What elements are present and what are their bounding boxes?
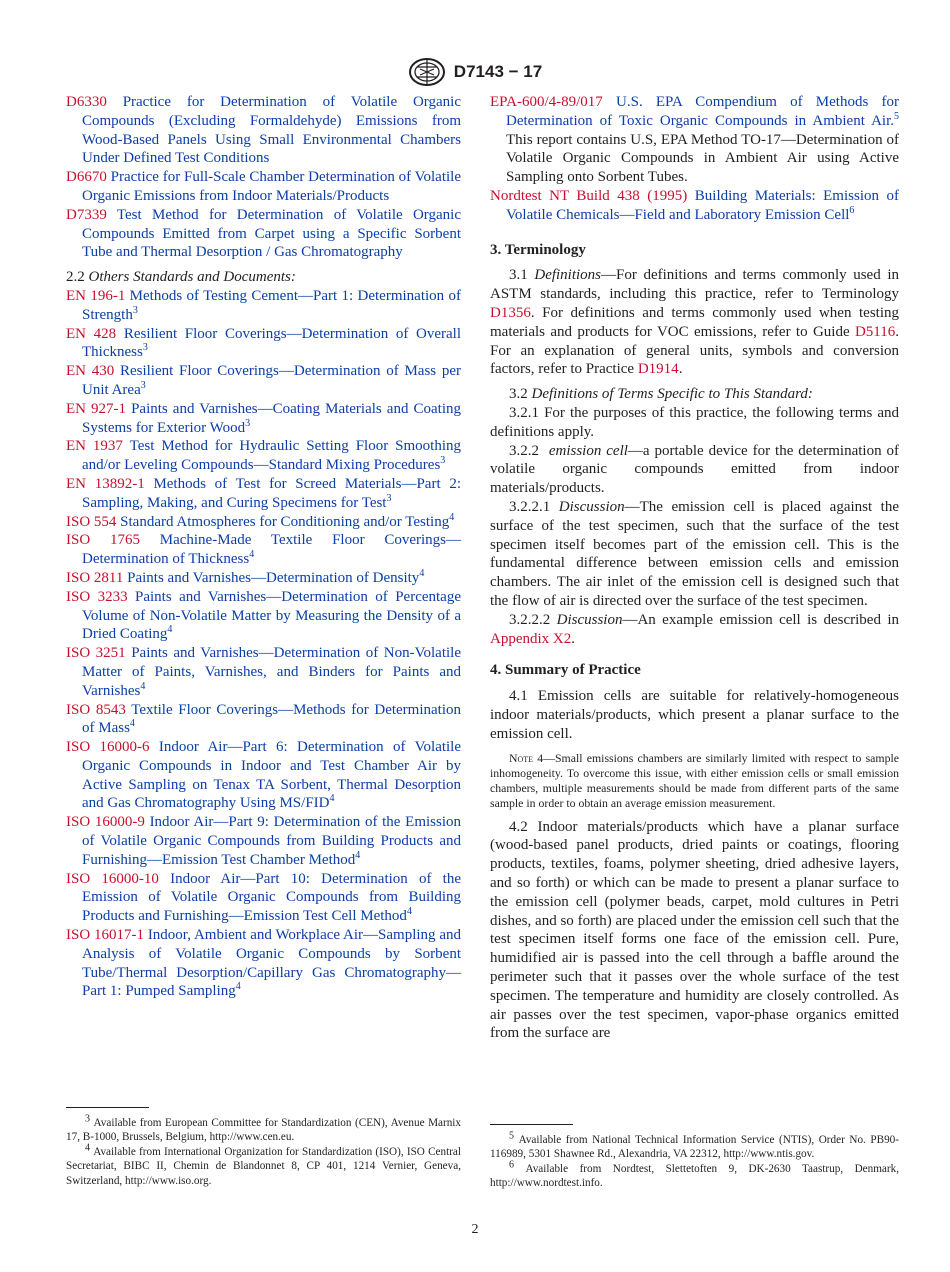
standard-title-link[interactable]: Textile Floor Coverings—Methods for Determination of Mass <box>82 701 462 737</box>
footnote-marker: 4 <box>235 981 241 993</box>
footnote-marker: 5 <box>894 110 899 122</box>
footnote-4: $^4$ Available from International Organization for Standardization (ISO), ISO Central Secretariat, BIBC II, Chemin de Blandonnet 8, CP 401, 1214 Vernier, Geneva, Switzerland, http://www.iso.org. <box>66 1142 462 1187</box>
other-standard-item <box>66 325 461 363</box>
section-3-heading: 3. Terminology <box>490 241 586 258</box>
standard-code-link[interactable]: D7339 <box>66 206 107 223</box>
other-standard-item <box>66 531 461 569</box>
other-standards-list <box>66 287 461 1001</box>
standard-title-link[interactable]: Indoor Air—Part 9: Determination of the Emission of Volatile Organic Compounds from Building Products and Furnishing—Emission Test Chamber Method <box>82 814 461 868</box>
other-documents-list <box>490 93 899 225</box>
page-number: 2 <box>471 1222 479 1237</box>
astm-reference-item <box>66 168 461 206</box>
standard-code-link[interactable]: ISO 16000-9 <box>66 814 145 831</box>
standard-code-link[interactable]: ISO 2811 <box>66 569 124 586</box>
footnote-marker: 3 <box>245 417 251 429</box>
other-standard-item <box>66 588 461 644</box>
standard-code-link[interactable]: EN 1937 <box>66 438 123 455</box>
standard-title-link[interactable]: Machine-Made Textile Floor Coverings—Determination of Thickness <box>82 532 462 568</box>
footnote-marker: 3 <box>440 455 446 467</box>
footnote-rule-left <box>66 1107 149 1108</box>
astm-reference-item <box>66 93 461 168</box>
note-4: Note 4—Small emissions chambers are similarly limited with respect to sample inhomogeneity. To overcome this issue, with either emission cells or small emission chambers, multiple measurements should be made from different parts of the same sample in order to obtain an average emission measurement. <box>490 750 899 811</box>
standard-code-link[interactable]: EN 13892-1 <box>66 475 145 492</box>
ref-link-d1914[interactable]: D1914 <box>637 361 679 378</box>
footnote-marker: 6 <box>849 204 855 216</box>
paragraph-3-2-2: 3.2.2 emission cell—a portable device for the determination of volatile organic compounds emitted from indoor materials/products. <box>490 442 900 497</box>
standard-title-link[interactable]: Test Method for Determination of Volatile Organic Compounds Emitted from Carpet using a Specific Sorbent Tube and Thermal Desorption / Gas Chromatography <box>82 206 461 261</box>
ref-link-d5116[interactable]: D5116 <box>854 323 896 340</box>
standard-code-link[interactable]: EN 196-1 <box>66 287 126 304</box>
paragraph-3-2: 3.2 Definitions of Terms Specific to This Standard: <box>509 386 813 403</box>
standard-title-link[interactable]: Paints and Varnishes—Determination of Non-Volatile Matter of Paints, Varnishes, and Binders for Paints and Varnishes <box>82 645 461 699</box>
standard-code-link[interactable]: D6330 <box>66 94 107 110</box>
standard-code-link[interactable]: EN 428 <box>66 325 117 342</box>
footnote-marker: 4 <box>140 680 146 692</box>
footnote-marker: 4 <box>419 567 425 579</box>
reference-note: This report contains U.S, EPA Method TO-17—Determination of Volatile Organic Compounds in Ambient Air using Active Sampling onto Sorbent Tubes. <box>506 131 899 186</box>
footnote-marker: 4 <box>129 718 135 730</box>
standard-title-link[interactable]: Methods of Test for Screed Materials—Part 2: Sampling, Making, and Curing Specimens for Test <box>82 475 462 511</box>
footnote-marker: 4 <box>355 849 361 861</box>
other-standard-item <box>66 475 461 513</box>
section-4-heading: 4. Summary of Practice <box>490 662 641 679</box>
footnote-marker: 4 <box>406 906 412 918</box>
standard-code-link[interactable]: ISO 8543 <box>66 701 126 718</box>
standard-code-link[interactable]: EN 430 <box>66 363 115 380</box>
other-standard-item <box>66 701 461 739</box>
standard-code-link[interactable]: ISO 3251 <box>66 645 126 662</box>
footnote-3: $^3$ Available from European Committee for Standardization (CEN), Avenue Marnix 17, B-1000, Brussels, Belgium, http://www.cen.eu. <box>66 1113 462 1144</box>
standard-title-link[interactable]: Paints and Varnishes—Coating Materials and Coating Systems for Exterior Wood <box>82 400 461 436</box>
paragraph-3-2-1: 3.2.1 For the purposes of this practice, the following terms and definitions apply. <box>490 404 900 440</box>
standard-title-link[interactable]: Test Method for Hydraulic Setting Floor Smoothing and/or Leveling Compounds—Standard Mixing Procedures <box>82 438 461 474</box>
document-id: D7143 − 17 <box>453 62 543 81</box>
paragraph-3-2-2-2: 3.2.2.2 Discussion—An example emission cell is described in Appendix X2. <box>490 611 899 647</box>
standard-code-link[interactable]: ISO 554 <box>66 513 117 530</box>
standard-title-link[interactable]: Practice for Full-Scale Chamber Determination of Volatile Organic Emissions from Indoor Materials/Products <box>82 169 461 204</box>
footnote-marker: 3 <box>132 304 138 316</box>
standard-title-link[interactable]: Practice for Determination of Volatile Organic Compounds (Excluding Formaldehyde) Emissions from Wood-Based Panels Using Small Environmental Chambers Under Defined Test Conditions <box>82 94 461 167</box>
other-standard-item <box>66 400 461 438</box>
other-standard-item <box>66 870 461 926</box>
standard-code-link[interactable]: ISO 16000-10 <box>66 870 159 887</box>
standard-title-link[interactable]: Indoor, Ambient and Workplace Air—Sampling and Analysis of Volatile Organic Compounds by Sorbent Tube/Thermal Desorption/Capillary Gas Chromatography—Part 1: Pumped Sampling <box>82 927 461 1000</box>
standard-title-link[interactable]: Resilient Floor Coverings—Determination of Mass per Unit Area <box>82 363 462 398</box>
standard-title-link[interactable]: Paints and Varnishes—Determination of Percentage Volume of Non-Volatile Matter by Measuring the Density of a Dried Coating <box>82 588 462 643</box>
ref-link-appendix-x2[interactable]: Appendix X2 <box>490 630 572 647</box>
other-standard-item <box>66 287 461 325</box>
paragraph-3-1: 3.1 Definitions—For definitions and terms commonly used in ASTM standards, including this practice, refer to Terminology D1356. For definitions and terms commonly used when testing materials and products for VOC emissions, refer to Guide D5116. For an explanation of general units, symbols and conversion factors, refer to Practice D1914. <box>490 267 899 378</box>
page-header <box>0 57 950 92</box>
footnote-marker: 4 <box>449 511 455 523</box>
standard-code-link[interactable]: ISO 16000-6 <box>66 739 150 756</box>
footnote-marker: 3 <box>140 379 146 391</box>
other-standard-item <box>66 738 461 813</box>
other-standard-item <box>66 362 461 400</box>
standard-code-link[interactable]: ISO 16017-1 <box>66 927 144 944</box>
footnote-marker: 3 <box>386 492 392 504</box>
referenced-documents-list <box>66 93 461 262</box>
standard-title-link[interactable]: Paints and Varnishes—Determination of Density <box>127 569 420 586</box>
standard-code-link[interactable]: D6670 <box>66 169 107 186</box>
standard-title-link[interactable]: Indoor Air—Part 10: Determination of the Emission of Volatile Organic Compounds from Building Products and Furnishing—Emission Test Cell Method <box>82 870 462 925</box>
other-standard-item <box>66 813 461 869</box>
footnote-marker: 3 <box>142 342 148 354</box>
right-column <box>490 93 899 1043</box>
paragraph-4-1: 4.1 Emission cells are suitable for relatively-homogeneous indoor materials/products, which present a planar surface to the emission cell. <box>490 688 899 742</box>
standard-code-link[interactable]: EN 927-1 <box>66 400 127 417</box>
astm-reference-item <box>66 206 461 262</box>
standard-title-link[interactable]: Standard Atmospheres for Conditioning and/or Testing <box>120 513 450 530</box>
footnote-marker: 4 <box>249 549 255 561</box>
other-standard-item <box>66 437 461 475</box>
other-standard-item <box>66 644 461 700</box>
standard-code-link[interactable]: EPA-600/4-89/017 <box>490 94 603 110</box>
section-2-2: 2.2 Others Standards and Documents: <box>66 269 296 286</box>
footnote-marker: 4 <box>329 793 335 805</box>
footnotes-left <box>66 1113 462 1188</box>
paragraph-3-2-2-1: 3.2.2.1 Discussion—The emission cell is placed against the surface of the test specimen, such that the surface of the test specimen itself becomes part of the emission cell. This is the fundamental difference between emission cells and emission chambers. The air inlet of the emission cell is designed such that the flow of air is directed over the surface of the test specimen. <box>490 498 900 609</box>
other-standard-item <box>66 513 461 532</box>
footnote-rule-right <box>490 1124 573 1125</box>
other-standard-item <box>66 926 461 1001</box>
other-document-item <box>490 187 899 225</box>
astm-logo-icon <box>408 57 446 87</box>
paragraph-4-2: 4.2 Indoor materials/products which have a planar surface (wood-based panel products, dried paints or coatings, flooring products, textiles, foams, polymer sheeting, dried adhesive layers, and so forth) or which can be made to present a planar surface to the emission cell (polymer beads, carpet, mold cultures in Petri dishes, and so forth) are placed under the emission cell such that the test specimen itself forms one face of the emission cell. Pure, humidified air is passed into the cell through a baffle around the perimeter such that it passes over the whole surface of the test specimen. The temperature and humidity are closely controlled. As air passes over the test specimen, vapor-phase organics emitted from the surface are <box>490 818 900 1042</box>
standard-title-link[interactable]: Building Materials: Emission of Volatile Chemicals—Field and Laboratory Emission Cell <box>506 187 899 223</box>
footnote-marker: 4 <box>167 624 173 636</box>
left-column <box>66 93 461 1001</box>
footnotes-right <box>490 1130 900 1191</box>
standard-code-link[interactable]: Nordtest NT Build 438 (1995) <box>490 187 688 204</box>
standard-title-link[interactable]: Resilient Floor Coverings—Determination of Overall Thickness <box>82 325 462 361</box>
footnote-5: $^5$ Available from National Technical Information Service (NTIS), Order No. PB90-116989, 5301 Shawnee Rd., Alexandria, VA 22312, http://www.ntis.gov. <box>490 1130 899 1161</box>
footnote-6: $^6$ Available from Nordtest, Slettetoften 9, DK-2630 Taastrup, Denmark, http://www.nordtest.info. <box>490 1159 900 1190</box>
standard-code-link[interactable]: ISO 3233 <box>66 588 128 605</box>
standard-title-link[interactable]: Indoor Air—Part 6: Determination of Volatile Organic Compounds in Indoor and Test Chamber Air by Active Sampling on Tenax TA Sorbent, Thermal Desorption and Gas Chromatography Using MS/FID <box>82 739 462 812</box>
standard-title-link[interactable]: Methods of Testing Cement—Part 1: Determination of Strength <box>82 287 461 323</box>
other-standard-item <box>66 569 461 588</box>
standard-code-link[interactable]: ISO 1765 <box>66 532 140 549</box>
other-document-item <box>490 93 899 187</box>
ref-link-d1356[interactable]: D1356 <box>490 304 531 321</box>
standard-title-link[interactable]: U.S. EPA Compendium of Methods for Determination of Toxic Organic Compounds in Ambient Air. <box>506 94 900 129</box>
